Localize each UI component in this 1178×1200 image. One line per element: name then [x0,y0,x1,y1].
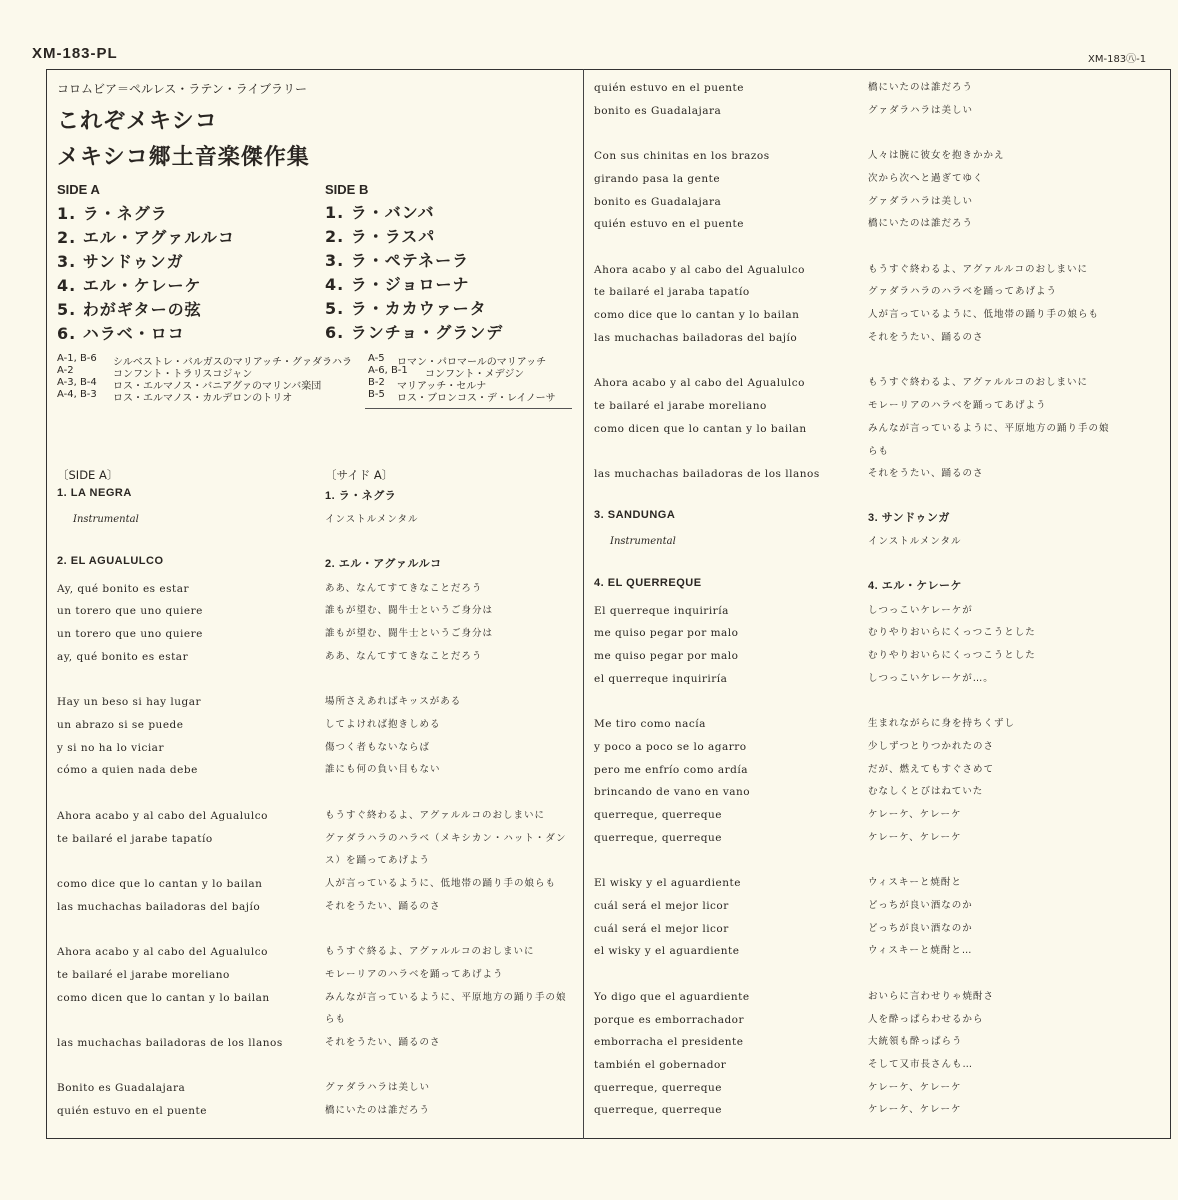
lyric-japanese: モレーリアのハラベを踊ってあげよう [325,968,504,980]
lyric-japanese: 傷つく者もないならば [325,741,431,753]
lyric-spanish: El wisky y el aguardiente [594,877,741,890]
credit-code: B-5 [368,389,385,400]
lyric-spanish: bonito es Guadalajara [594,104,722,117]
lyric-japanese: それをうたい、踊るのさ [325,1037,441,1048]
lyric-japanese: それをうたい、踊るのさ [868,468,984,480]
lyric-spanish: como dicen que lo cantan y lo bailan [594,422,807,435]
song-title-japanese: 2. エル・アグァルルコ [325,557,442,570]
album-title: これぞメキシコ [57,109,218,134]
column-divider [583,69,584,1139]
lyric-spanish: como dice que lo cantan y lo bailan [594,309,800,322]
lyric-spanish: cuál será el mejor licor [594,922,729,935]
lyric-japanese: それをうたい、踊るのさ [325,900,441,912]
lyric-spanish: 〔SIDE A〕 [57,468,119,482]
credit-code: A-5 [368,353,385,364]
lyric-spanish: quién estuvo en el puente [594,218,744,231]
lyric-japanese: もうすぐ終るよ、アグァルルコのおしまいに [325,946,535,958]
track-side-b: 6. ランチョ・グランデ [325,323,504,342]
credit-artist: ロス・ブロンコス・デ・レイノーサ [397,393,556,404]
lyric-spanish: como dice que lo cantan y lo bailan [57,877,263,890]
lyric-spanish: querreque, querreque [594,1104,722,1117]
track-side-b: 2. ラ・ラスパ [325,227,436,246]
track-side-a: 6. ハラベ・ロコ [57,324,185,343]
credit-artist: ロマン・パロマールのマリアッチ [397,357,547,368]
credit-code: B-2 [368,377,385,388]
credit-artist: コンフント・トラリスコジャン [113,369,253,380]
lyric-spanish: Hay un beso si hay lugar [57,696,202,709]
track-side-a: 5. わがギターの弦 [57,300,202,319]
lyric-japanese: グァダラハラのハラベ（メキシカン・ハット・ダン [325,832,567,844]
lyric-spanish: te bailaré el jarabe moreliano [594,400,767,413]
credit-artist: ロス・エルマノス・バニアグァのマリンバ楽団 [113,381,322,392]
lyric-japanese: 人が言っているように、低地帯の踊り手の娘らも [868,309,1100,321]
lyric-japanese: してよければ抱きしめる [325,718,441,730]
lyric-japanese: ス）を踊ってあげよう [325,855,431,867]
track-side-b: 3. ラ・ペテネーラ [325,251,470,270]
lyric-spanish: me quiso pegar por malo [594,650,739,662]
lyric-japanese: 〔サイド A〕 [325,468,394,482]
lyric-japanese: おいらに言わせりゃ焼酎さ [868,990,995,1002]
lyric-spanish: y poco a poco se lo agarro [594,740,747,753]
lyric-japanese: むなしくとびはねていた [868,786,984,798]
lyric-japanese: もうすぐ終わるよ、アグァルルコのおしまいに [868,263,1088,275]
lyric-spanish: bonito es Guadalajara [594,195,722,208]
lyric-spanish: quién estuvo en el puente [594,82,744,94]
song-title-japanese: 1. ラ・ネグラ [325,489,397,502]
credit-artist: ロス・エルマノス・カルデロンのトリオ [113,393,293,404]
lyric-japanese: ケレーケ、ケレーケ [868,1081,962,1093]
lyric-japanese: ケレーケ、ケレーケ [868,1104,962,1116]
album-subtitle: メキシコ郷土音楽傑作集 [57,145,310,170]
track-side-b: 5. ラ・カカウァータ [325,299,487,318]
lyric-japanese: ケレーケ、ケレーケ [868,831,962,843]
lyric-japanese: むりやりおいらにくっつこうとした [868,627,1036,639]
track-side-b: 1. ラ・バンバ [325,203,435,222]
lyric-spanish: me quiso pegar por malo [594,627,739,640]
lyric-japanese: しつっこいケレーケが [868,604,973,616]
lyric-spanish: Ay, qué bonito es estar [57,582,189,595]
lyric-japanese: 橋にいたのは誰だろう [325,1105,431,1117]
lyric-japanese: 人を酔っぱらわせるから [868,1013,984,1025]
lyric-japanese: みんなが言っているように、平原地方の踊り手の娘 [325,991,567,1003]
credit-artist: マリアッチ・セルナ [397,381,487,392]
lyric-spanish: un torero que uno quiere [57,605,203,618]
credits-rule [365,408,572,409]
lyric-japanese: もうすぐ終わるよ、アグァルルコのおしまいに [868,377,1088,389]
song-title-japanese: 3. サンドゥンガ [868,511,950,524]
lyric-japanese: らも [325,1014,347,1026]
lyric-japanese: グァダラハラは美しい [868,104,974,116]
lyric-japanese: ケレーケ、ケレーケ [868,809,962,821]
lyric-japanese: 場所さえあればキッスがある [325,696,462,708]
lyric-spanish: como dicen que lo cantan y lo bailan [57,991,270,1004]
lyric-spanish: emborracha el presidente [594,1036,744,1049]
lyric-japanese: グァダラハラは美しい [325,1082,431,1094]
track-side-a: 2. エル・アグァルルコ [57,228,235,247]
lyric-japanese: どっちが良い酒なのか [868,899,973,911]
lyric-spanish: querreque, querreque [594,809,722,822]
song-title: 4. EL QUERREQUE [594,576,702,589]
credit-code: A-6, B-1 [368,365,408,376]
credit-code: A-4, B-3 [57,389,97,400]
song-title: 2. EL AGUALULCO [57,554,164,567]
lyric-japanese: 橋にいたのは誰だろう [868,218,974,230]
lyric-japanese: 橋にいたのは誰だろう [868,82,974,93]
lyric-spanish: Ahora acabo y al cabo del Agualulco [57,809,268,822]
lyric-japanese: しつっこいケレーケが…。 [868,672,994,684]
lyric-japanese: 誰にも何の負い目もない [325,764,441,776]
credit-code: A-1, B-6 [57,353,97,364]
lyric-spanish: quién estuvo en el puente [57,1105,207,1118]
lyric-spanish: te bailaré el jarabe tapatío [57,832,213,845]
lyric-japanese: 誰もが望む、闘牛士というご身分は [325,628,494,640]
lyric-spanish: las muchachas bailadoras del bajío [57,900,261,913]
lyric-spanish: porque es emborrachador [594,1013,745,1026]
lyric-spanish: Me tiro como nacía [594,718,706,731]
lyric-spanish: también el gobernador [594,1058,727,1071]
catalog-number: XM-183-PL [32,45,118,62]
lyric-spanish: te bailaré el jarabe moreliano [57,968,230,981]
lyric-japanese: らも [868,445,890,457]
song-title: 1. LA NEGRA [57,486,132,499]
lyric-spanish: las muchachas bailadoras del bajío [594,331,798,344]
lyric-spanish: querreque, querreque [594,1081,722,1094]
lyric-spanish: brincando de vano en vano [594,786,751,799]
lyric-spanish: Yo digo que el aguardiente [594,990,750,1003]
lyric-spanish: Ahora acabo y al cabo del Agualulco [57,946,268,959]
lyric-spanish: un abrazo si se puede [57,718,184,731]
lyric-japanese: 生まれながらに身を持ちくずし [868,718,1016,730]
lyric-japanese: それをうたい、踊るのさ [868,331,984,343]
lyric-spanish: el querreque inquiriría [594,672,728,685]
lyric-japanese: 少しずつとりつかれたのさ [868,740,995,752]
lyric-japanese: ああ、なんてすてきなことだろう [325,650,483,662]
track-side-a: 1. ラ・ネグラ [57,204,168,223]
lyric-spanish: cuál será el mejor licor [594,899,729,912]
lyric-japanese: そして又市長さんも… [868,1058,974,1070]
lyric-spanish: Con sus chinitas en los brazos [594,150,770,163]
lyric-japanese: グァダラハラは美しい [868,195,974,207]
series-name: コロムビア＝ペルレス・ラテン・ライブラリー [57,82,308,96]
lyric-japanese: もうすぐ終わるよ、アグァルルコのおしまいに [325,809,545,821]
lyric-spanish: un torero que uno quiere [57,628,203,641]
lyric-japanese: みんなが言っているように、平原地方の踊り手の娘 [868,422,1110,434]
track-side-a: 4. エル・ケレーケ [57,276,202,295]
lyric-spanish: las muchachas bailadoras de los llanos [57,1037,283,1049]
lyric-spanish: ay, qué bonito es estar [57,650,189,663]
lyric-japanese: 大統領も酔っぱらう [868,1036,963,1048]
lyric-japanese: グァダラハラのハラベを踊ってあげよう [868,286,1058,298]
lyric-japanese: ウィスキーと焼酎と… [868,945,973,957]
song-title-japanese: 4. エル・ケレーケ [868,579,963,592]
lyric-japanese: 人が言っているように、低地帯の踊り手の娘らも [325,877,557,889]
lyric-japanese: むりやりおいらにくっつこうとした [868,650,1036,661]
lyric-spanish: las muchachas bailadoras de los llanos [594,468,820,481]
side-a-label: SIDE A [57,182,100,197]
catalog-number-small: XM-183㊇-1 [1088,54,1147,65]
lyric-japanese: 誰もが望む、闘牛士というご身分は [325,605,494,617]
track-side-a: 3. サンドゥンガ [57,252,184,271]
lyric-spanish: y si no ha lo viciar [57,741,164,754]
credit-artist: シルベストレ・バルガスのマリアッチ・グァダラハラ [113,357,353,368]
lyric-japanese: ああ、なんてすてきなことだろう [325,582,483,594]
lyric-japanese: 人々は腕に彼女を抱きかかえ [868,150,1005,162]
credit-artist: コンフント・メデジン [425,369,525,380]
lyric-japanese: 次から次へと過ぎてゆく [868,172,984,184]
credit-code: A-3, B-4 [57,377,97,388]
lyric-spanish: te bailaré el jaraba tapatío [594,286,750,299]
lyric-spanish: Bonito es Guadalajara [57,1082,186,1095]
lyric-spanish: Instrumental [610,536,676,548]
lyric-spanish: Instrumental [73,514,139,526]
lyric-spanish: el wisky y el aguardiente [594,945,740,958]
lyric-japanese: インストルメンタル [325,514,419,526]
lyric-japanese: ウィスキーと焼酎と [868,877,962,889]
credit-code: A-2 [57,365,74,376]
lyric-japanese: だが、燃えてもすぐさめて [868,763,995,775]
lyric-japanese: どっちが良い酒なのか [868,922,973,934]
side-b-label: SIDE B [325,182,369,197]
track-side-b: 4. ラ・ジョローナ [325,275,470,294]
lyric-spanish: pero me enfrío como ardía [594,763,748,776]
song-title: 3. SANDUNGA [594,508,676,521]
lyric-japanese: インストルメンタル [868,536,962,548]
lyric-japanese: モレーリアのハラベを踊ってあげよう [868,400,1047,412]
lyric-spanish: cómo a quien nada debe [57,764,198,777]
lyric-spanish: girando pasa la gente [594,172,721,185]
lyric-spanish: querreque, querreque [594,831,722,844]
lyric-spanish: Ahora acabo y al cabo del Agualulco [594,263,805,276]
lyric-spanish: El querreque inquiriría [594,604,729,617]
lyric-spanish: Ahora acabo y al cabo del Agualulco [594,377,805,390]
